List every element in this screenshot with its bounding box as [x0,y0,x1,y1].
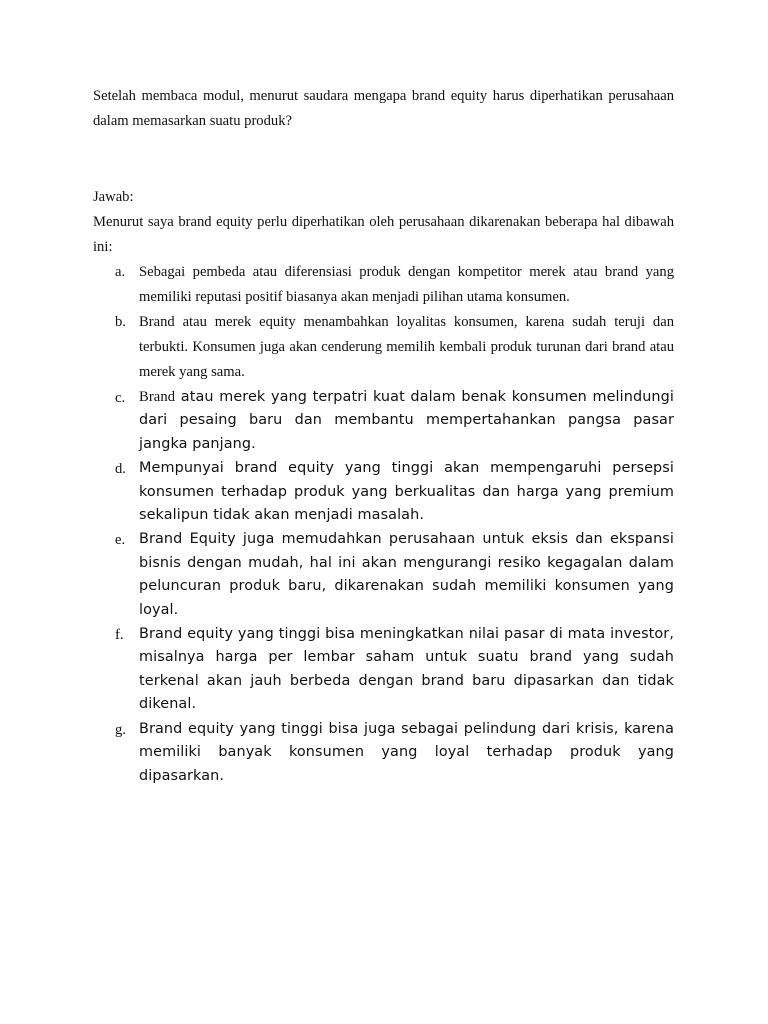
list-item-text [139,386,674,456]
list-item-text: Brand equity yang tinggi bisa juga sebagai pelindung dari krisis, karena memiliki banyak konsumen yang loyal terhadap produk yang dipasarkan. [139,720,674,784]
list-marker: a. [115,264,126,280]
list-item [93,623,674,717]
list-item-text: Mempunyai brand equity yang tinggi akan mempengaruhi persepsi konsumen terhadap produk yang berkualitas dan harga yang premium sekalipun tidak akan menjadi masalah. [139,460,674,524]
list-item [93,718,674,788]
list-item [93,260,674,310]
answer-label: Jawab: [93,189,134,205]
list-item-text: Brand equity yang tinggi bisa meningkatkan nilai pasar di mata investor, misalnya harga per lembar saham untuk suatu brand yang sudah terkenal akan jauh berbeda dengan brand baru dipasarkan dan tidak dikenal. [139,626,674,713]
list-item [93,528,674,622]
list-marker: f. [115,627,124,644]
list-marker: g. [115,721,126,738]
list-item-text: Brand atau merek equity menambahkan loyalitas konsumen, karena sudah teruji dan terbukti. Konsumen juga akan cenderung memilih kembali produk turunan dari brand atau merek yang sama. [139,314,674,380]
list-item-rest: atau merek yang terpatri kuat dalam benak konsumen melindungi dari pesaing baru dan membantu mempertahankan pangsa pasar jangka panjang. [139,389,674,452]
answer-intro: Menurut saya brand equity perlu diperhatikan oleh perusahaan dikarenakan beberapa hal dibawah ini: [93,214,674,255]
list-item [93,310,674,385]
list-item-lead: Brand [139,389,176,405]
list-item-text: Brand Equity juga memudahkan perusahaan untuk eksis dan ekspansi bisnis dengan mudah, hal ini akan mengurangi resiko kegagalan dalam peluncuran produk baru, dikarenakan sudah memiliki konsumen yang loyal. [139,531,674,618]
list-item [93,457,674,527]
question-paragraph: Setelah membaca modul, menurut saudara mengapa brand equity harus diperhatikan perusahaan dalam memasarkan suatu produk? [93,88,674,129]
reasons-list [93,260,674,788]
list-marker: e. [115,532,126,549]
list-marker: c. [115,390,126,406]
list-item [93,386,674,456]
list-item-text: Sebagai pembeda atau diferensiasi produk dengan kompetitor merek atau brand yang memiliki reputasi positif biasanya akan menjadi pilihan utama konsumen. [139,264,674,305]
list-marker: d. [115,461,126,478]
list-marker: b. [115,314,126,330]
